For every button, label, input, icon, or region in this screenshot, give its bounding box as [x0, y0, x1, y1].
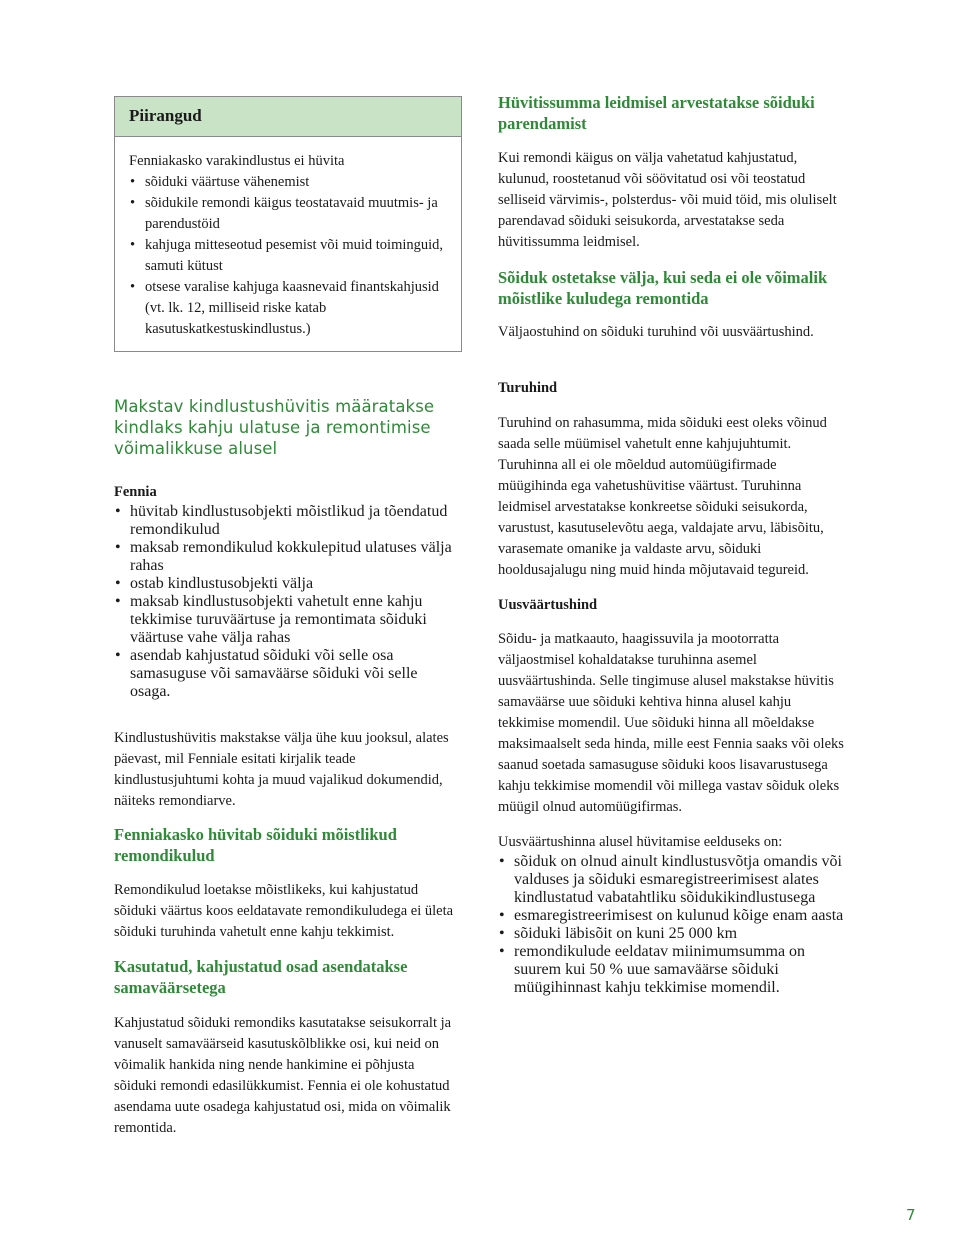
- list-item: • sõiduk on olnud ainult kindlustusvõtja omandis või valduses ja sõiduki esmaregistreerimisest alates kindlustatud vabatahtliku sõidukikindlustusega: [498, 853, 848, 907]
- left-section-3: [114, 956, 459, 998]
- list-item: • remondikulude eeldatav miinimumsumma on suurem kui 50 % uue samaväärse sõiduki müügihinnast kahju tekkimise momendil.: [498, 943, 848, 997]
- list-item: • maksab kindlustusobjekti vahetult enne kahju tekkimise turuväärtuse ja remontimata sõiduki väärtuse vahe välja rahas: [114, 593, 459, 647]
- market-price-block: [498, 378, 848, 399]
- repair-costs-paragraph: Remondikulud loetakse mõistlikeks, kui kahjustatud sõiduki väärtus koos eeldatavate remondikuludega ei ületa sõiduki turuhinda vahetult enne kahju tekkimist.: [114, 882, 454, 940]
- list-item: • asendab kahjustatud sõiduki või selle osa samasuguse või samaväärse sõiduki või selle osaga.: [114, 647, 459, 701]
- heading-improvement: Hüvitissumma leidmisel arvestatakse sõiduki parendamist: [498, 93, 815, 133]
- list-item: • sõiduki väärtuse vähenemist: [129, 172, 447, 193]
- list-item: • hüvitab kindlustusobjekti mõistlikud ja tõendatud remondikulud: [114, 503, 459, 539]
- new-value-paragraph: Sõidu- ja matkaauto, haagissuvila ja mootorratta väljaostmisel kohaldatakse turuhinna asemel uusväärtushinda. Selle tingimuse alusel makstakse hüvitis samaväärse uue sõiduki kehtiva hinna alusel kahju tekkimise momendil. Uue sõiduki hinna all mõeldakse maksimaalselt seda hinda, mille eest Fennia saaks või oleks saanud soetada samasuguse sõiduki koos lisavarustusega kahju tekkimise momendil või millega vastav sõiduk oleks müügil olnud automüügifirmas.: [498, 631, 844, 815]
- heading-used-parts: Kasutatud, kahjustatud osad asendatakse samaväärsetega: [114, 957, 408, 997]
- list-item: • esmaregistreerimisest on kulunud kõige enam aasta: [498, 907, 848, 925]
- right-section-1: [498, 92, 848, 134]
- market-price-paragraph: Turuhind on rahasumma, mida sõiduki eest oleks võinud saada selle müümisel vahetult enne kahjujuhtumit. Turuhinna all ei ole mõeldud automüügifirmade müügihinda ega vahetushüvitise väärtust. Turuhinna leidmisel arvestatakse konkreetse sõiduki seisukorda, varustust, kasutuselevõtu aega, valdajate arvu, läbisõitu, varasemate omanike ja valdaste arvu, sõiduki hooldusajalugu ning muid hinda mõjutavaid tegureid.: [498, 415, 827, 578]
- heading-compensation: Makstav kindlustushüvitis määratakse kindlaks kahju ulatuse ja remontimise võimalikkuse alusel: [114, 397, 435, 458]
- conditions-intro: Uusväärtushinna alusel hüvitamise eelduseks on:: [498, 834, 783, 850]
- left-section-1: [114, 396, 459, 459]
- restrictions-list: [129, 172, 447, 340]
- improvement-paragraph: Kui remondi käigus on välja vahetatud kahjustatud, kulunud, roostetanud või söövitatud osi või teostatud selliseid värvimis-, polsterdus- või muid töid, mis oluliselt parendavad sõiduki seisukorda, arvestatakse seda hüvitissumma leidmisel.: [498, 150, 837, 250]
- buyout-paragraph: Väljaostuhind on sõiduki turuhind või uusväärtushind.: [498, 324, 814, 340]
- list-item: • ostab kindlustusobjekti välja: [114, 575, 459, 593]
- fennia-block: [114, 482, 459, 701]
- used-parts-paragraph: Kahjustatud sõiduki remondiks kasutatakse seisukorralt ja vanuselt samaväärseid kasutuskõlblikke osi, kui neid on võimalik hankida ning nende hankimine ei põhjusta sõiduki remondi edasilükkumist. Fennia ei ole kohustatud asendama uute osadega kahjustatud osi, mida on võimalik remontida.: [114, 1015, 452, 1136]
- heading-repair-costs: Fenniakasko hüvitab sõiduki mõistlikud remondikulud: [114, 825, 397, 865]
- fennia-list: [114, 503, 459, 701]
- conditions-block: [498, 832, 848, 997]
- left-section-2: [114, 824, 459, 866]
- list-item: • maksab remondikulud kokkulepitud ulatuses välja rahas: [114, 539, 459, 575]
- page-number: 7: [906, 1206, 916, 1224]
- fennia-label: Fennia: [114, 484, 157, 500]
- conditions-list: [498, 853, 848, 997]
- list-item: • sõidukile remondi käigus teostatavaid muutmis- ja parendustöid: [129, 193, 447, 235]
- heading-buyout: Sõiduk ostetakse välja, kui seda ei ole võimalik mõistlike kuludega remontida: [498, 268, 828, 308]
- market-price-label: Turuhind: [498, 380, 558, 396]
- restrictions-box: [114, 96, 462, 352]
- restrictions-intro: Fenniakasko varakindlustus ei hüvita: [129, 153, 345, 169]
- payment-paragraph: Kindlustushüvitis makstakse välja ühe kuu jooksul, alates päevast, mil Fenniale esitati kirjalik teade kindlustusjuhtumi kohta ja muud vajalikud dokumendid, näiteks remondiarve.: [114, 730, 449, 809]
- restrictions-title: Piirangud: [115, 97, 461, 137]
- new-value-label: Uusväärtushind: [498, 597, 598, 613]
- list-item: • otsese varalise kahjuga kaasnevaid finantskahjusid (vt. lk. 12, milliseid riske katab kasutuskatkestuskindlustus.): [129, 277, 447, 340]
- right-section-2: [498, 267, 848, 309]
- list-item: • kahjuga mitteseotud pesemist või muid toiminguid, samuti kütust: [129, 235, 447, 277]
- new-value-block: [498, 595, 848, 616]
- restrictions-body: [115, 137, 461, 340]
- list-item: • sõiduki läbisõit on kuni 25 000 km: [498, 925, 848, 943]
